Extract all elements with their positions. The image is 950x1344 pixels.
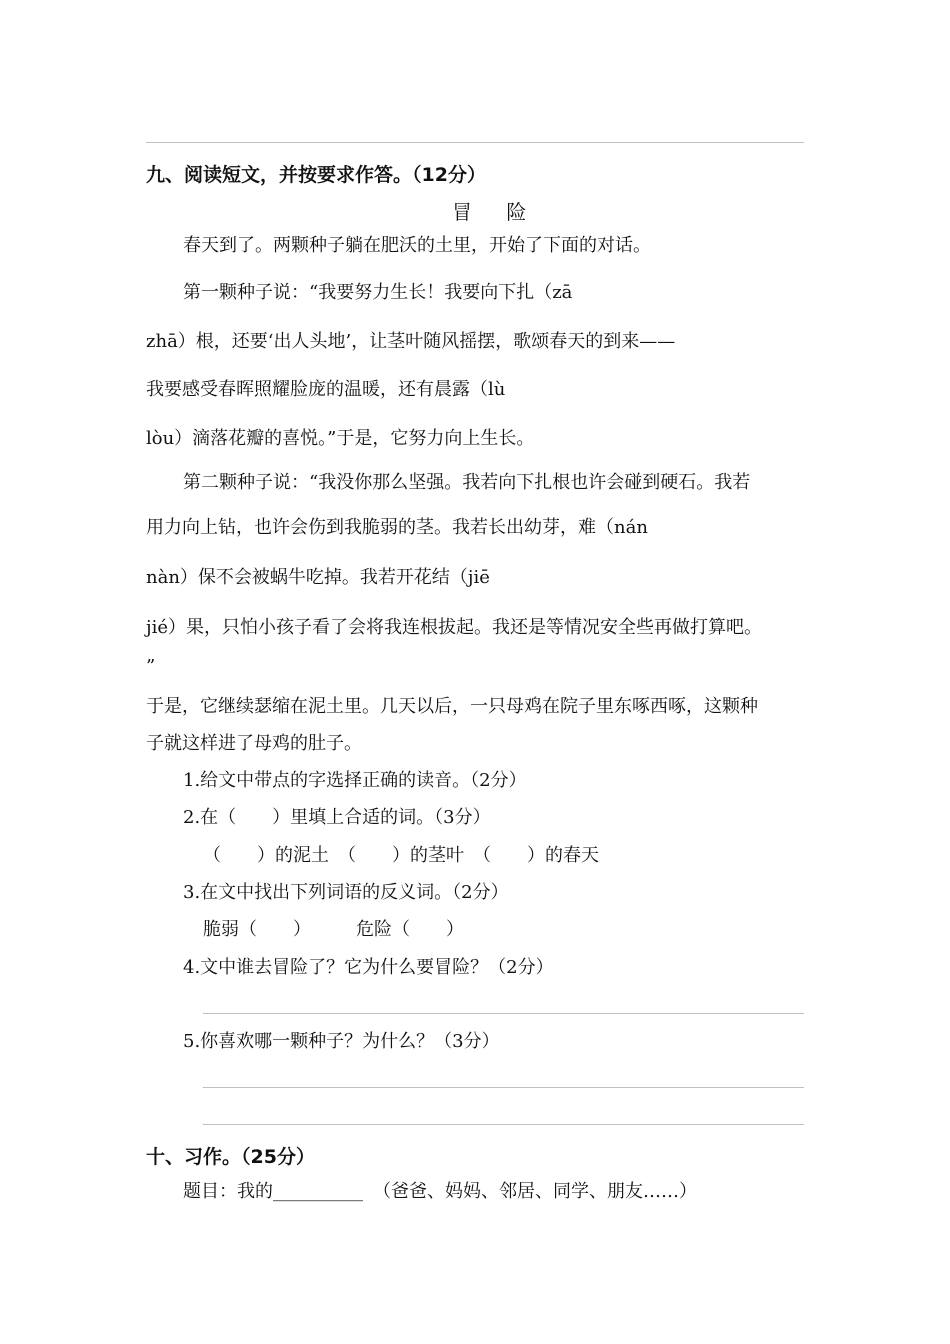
passage-line: 春天到了。两颗种子躺在肥沃的土里，开始了下面的对话。 — [183, 235, 651, 256]
answer-line — [203, 1013, 804, 1014]
passage-line: jié）果，只怕小孩子看了会将我连根拔起。我还是等情况安全些再做打算吧。 — [146, 617, 762, 638]
question-2-blanks: （ ）的泥土 （ ）的茎叶 （ ）的春天 — [203, 845, 599, 866]
question-2: 2.在（ ）里填上合适的词。（3分） — [183, 807, 491, 828]
answer-line — [203, 1087, 804, 1088]
passage-line: 于是，它继续瑟缩在泥土里。几天以后，一只母鸡在院子里东啄西啄，这颗种 — [146, 696, 758, 717]
passage-line: nàn）保不会被蜗牛吃掉。我若开花结（jiē — [146, 567, 490, 588]
passage-line: 第一颗种子说：“我要努力生长！我要向下扎（zā — [183, 282, 573, 303]
question-1: 1.给文中带点的字选择正确的读音。（2分） — [183, 770, 527, 791]
passage-line: 子就这样进了母鸡的肚子。 — [146, 733, 362, 754]
passage-line: zhā）根，还要‘出人头地’，让茎叶随风摇摆，歌颂春天的到来—— — [146, 331, 676, 352]
question-5: 5.你喜欢哪一颗种子？为什么？（3分） — [183, 1031, 500, 1052]
passage-title: 冒 险 — [452, 200, 541, 224]
top-divider — [146, 142, 804, 143]
section-10-heading: 十、习作。（25分） — [146, 1146, 315, 1168]
passage-line: 我要感受春晖照耀脸庞的温暖，还有晨露（lù — [146, 379, 506, 400]
question-4: 4.文中谁去冒险了？它为什么要冒险？（2分） — [183, 957, 554, 978]
question-3-items: 脆弱（ ） 危险（ ） — [203, 919, 464, 940]
essay-prompt-hint: （爸爸、妈妈、邻居、同学、朋友……） — [373, 1181, 697, 1202]
essay-prompt — [183, 1180, 697, 1204]
answer-line — [203, 1124, 804, 1125]
essay-title-blank: __________ — [273, 1181, 363, 1202]
passage-line: lòu）滴落花瓣的喜悦。”于是，它努力向上生长。 — [146, 428, 535, 449]
passage-line: 用力向上钻，也许会伤到我脆弱的茎。我若长出幼芽，难（nán — [146, 517, 648, 538]
essay-prompt-prefix: 题目：我的 — [183, 1181, 273, 1202]
passage-line: ” — [146, 656, 156, 677]
passage-line: 第二颗种子说：“我没你那么坚强。我若向下扎根也许会碰到硬石。我若 — [183, 472, 751, 493]
question-3: 3.在文中找出下列词语的反义词。（2分） — [183, 882, 509, 903]
section-9-heading: 九、阅读短文，并按要求作答。（12分） — [146, 164, 486, 186]
